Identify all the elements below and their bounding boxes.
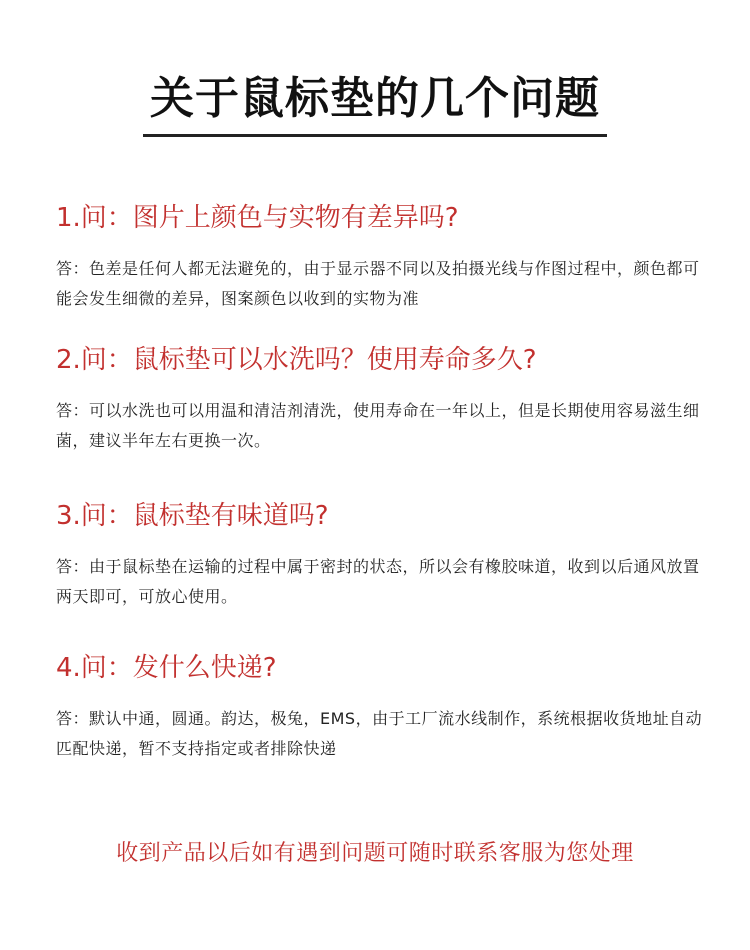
page-title: 关于鼠标垫的几个问题 xyxy=(143,72,607,137)
faq-question-1: 1.问：图片上颜色与实物有差异吗? xyxy=(56,203,459,233)
faq-question-2: 2.问：鼠标垫可以水洗吗？使用寿命多久? xyxy=(56,345,537,375)
faq-answer-4: 答：默认中通，圆通。韵达，极兔，EMS，由于工厂流水线制作，系统根据收货地址自动匹配快递，暂不支持指定或者排除快递 xyxy=(56,709,703,758)
faq-item-4 xyxy=(56,650,706,764)
faq-answer-3: 答：由于鼠标垫在运输的过程中属于密封的状态，所以会有橡胶味道，收到以后通风放置两天即可，可放心使用。 xyxy=(56,557,700,606)
faq-item-1 xyxy=(56,200,706,314)
faq-question-4: 4.问：发什么快递? xyxy=(56,653,277,683)
title-section xyxy=(0,72,750,137)
faq-answer-1: 答：色差是任何人都无法避免的，由于显示器不同以及拍摄光线与作图过程中，颜色都可能会发生细微的差异，图案颜色以收到的实物为准 xyxy=(56,259,700,308)
faq-answer-2: 答：可以水洗也可以用温和清洁剂清洗，使用寿命在一年以上，但是长期使用容易滋生细菌，建议半年左右更换一次。 xyxy=(56,401,700,450)
footer-note: 收到产品以后如有遇到问题可随时联系客服为您处理 xyxy=(116,841,634,866)
faq-item-2 xyxy=(56,342,706,456)
faq-item-3 xyxy=(56,498,706,612)
faq-question-3: 3.问：鼠标垫有味道吗? xyxy=(56,501,329,531)
